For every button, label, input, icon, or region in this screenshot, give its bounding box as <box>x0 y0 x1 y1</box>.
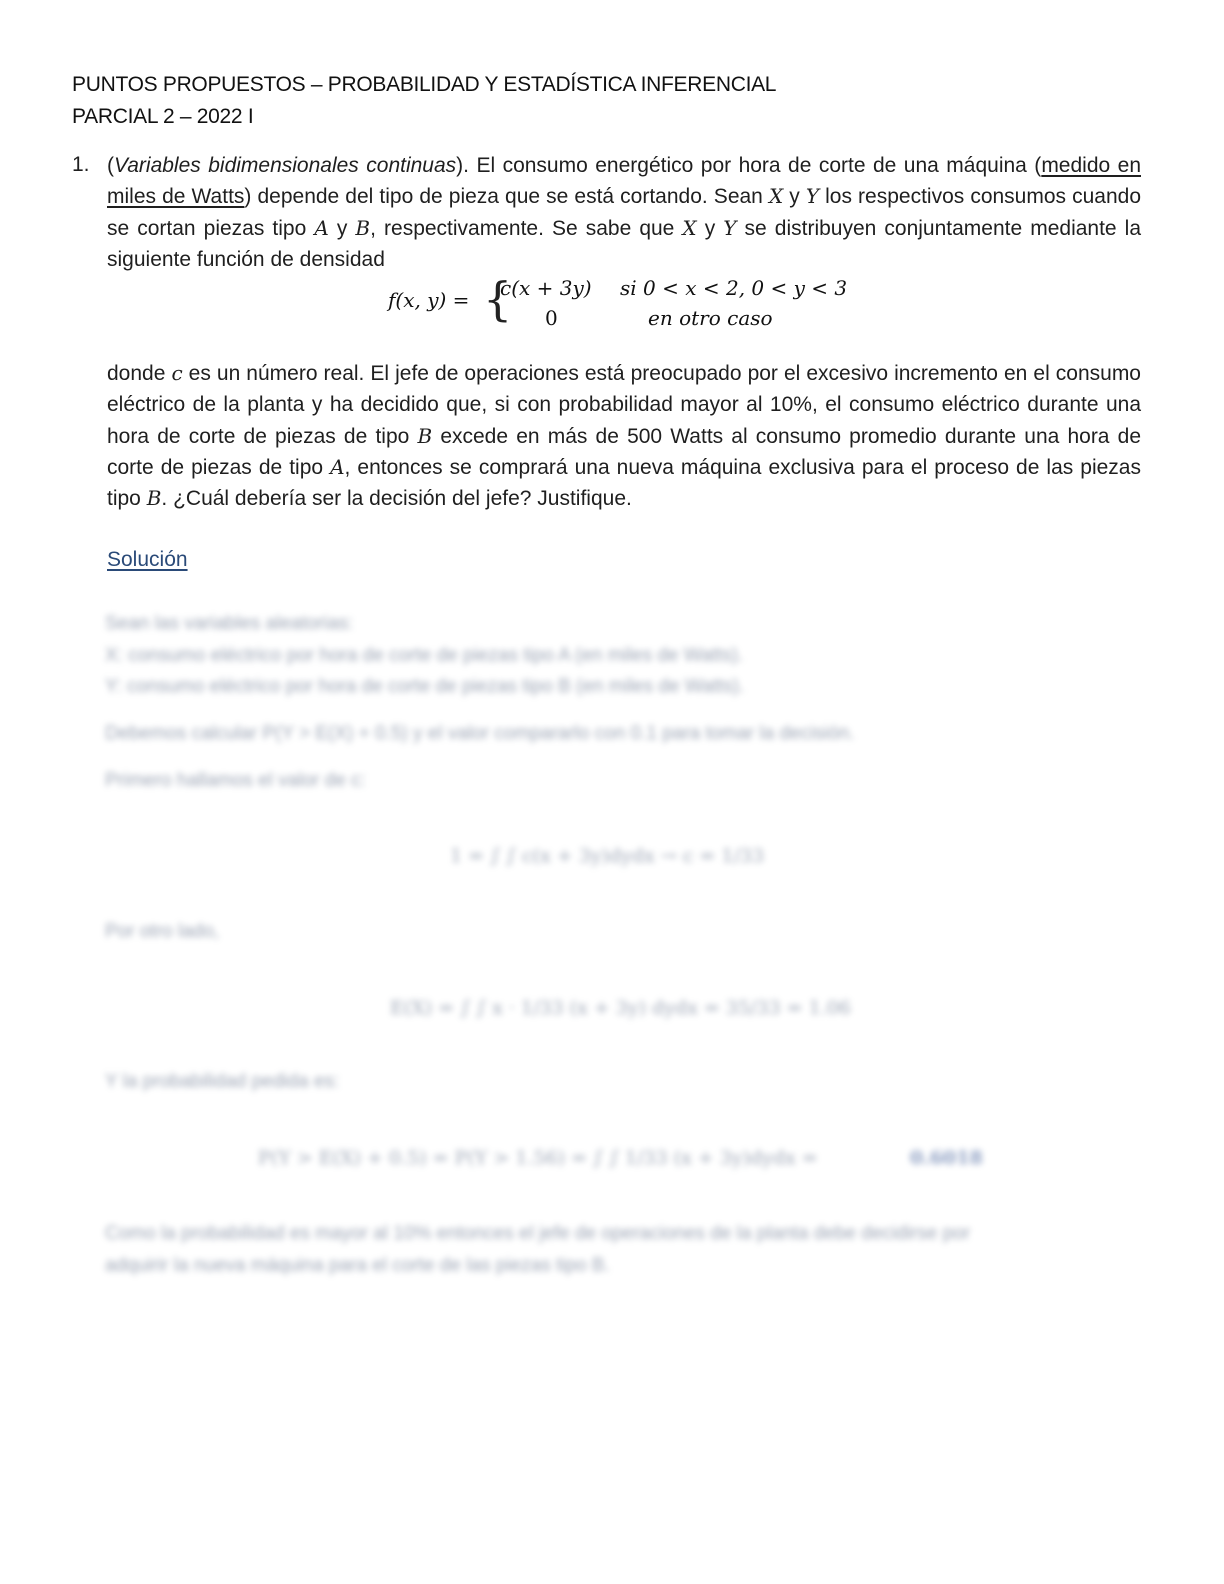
problem-statement <box>107 150 1141 275</box>
solution-line: Debemos calcular P(Y > E(X) + 0.5) y el valor compararlo con 0.1 para tomar la decisión. <box>105 723 855 744</box>
solution-line: Sean las variables aleatorias: <box>105 613 354 634</box>
solution-result: 0.6018 <box>910 1147 983 1169</box>
open-paren: ( <box>107 154 114 177</box>
solution-line: Y la probabilidad pedida es: <box>105 1071 340 1092</box>
equation-brace: { <box>483 272 513 326</box>
var-a-2: A <box>330 454 345 479</box>
problem-question <box>107 358 1141 514</box>
header-subtitle: PARCIAL 2 – 2022 I <box>72 105 254 128</box>
var-y: Y <box>805 184 820 209</box>
question-text-b: es un número real. El jefe de operaciones está preocupado por el excesivo incremento en el consumo eléctrico de la planta y ha decidido que, si con probabilidad mayor al 10%, el consumo eléctrico durante una hora de corte de piezas de tipo <box>107 362 1141 448</box>
statement-text-f: se distribuyen conjuntamente mediante la siguiente función de densidad <box>107 216 1142 271</box>
solution-equation: P(Y > E(X) + 0.5) = P(Y > 1.56) = ∫ ∫ 1/33 (x + 3y)dydx = <box>258 1147 818 1169</box>
var-x: X <box>768 184 784 209</box>
solution-heading: Solución <box>107 548 188 571</box>
var-b-2: B <box>417 423 433 448</box>
var-c: c <box>171 361 183 385</box>
problem-number: 1. <box>72 153 90 176</box>
equation-lhs: f(x, y) = <box>388 288 470 312</box>
statement-text-a: ). El consumo energético por hora de corte de una máquina ( <box>456 154 1042 177</box>
var-b-3: B <box>146 486 162 511</box>
solution-line: Y: consumo eléctrico por hora de corte de piezas tipo B (en miles de Watts). <box>105 676 745 697</box>
units-underlined: medido en miles de Watts <box>107 154 1141 209</box>
solution-line: Por otro lado, <box>105 921 220 942</box>
solution-equation: 1 = ∫ ∫ c(x + 3y)dydx → c = 1/33 <box>450 845 765 867</box>
conj-y: y <box>783 185 806 209</box>
question-text-c: excede en más de 500 Watts al consumo promedio durante una hora de corte de piezas de tipo <box>107 424 1142 479</box>
statement-text-b: ) depende del tipo de pieza que se está cortando. Sean <box>244 185 769 209</box>
var-a: A <box>314 215 329 240</box>
case1-expression: c(x + 3y) <box>500 276 592 300</box>
statement-text-c: los respectivos consumos cuando se cortan piezas tipo <box>107 185 1142 240</box>
solution-equation: E(X) = ∫ ∫ x · 1/33 (x + 3y) dydx = 35/33 = 1.06 <box>390 997 851 1019</box>
statement-text-e: , respectivamente. Se sabe que <box>370 216 683 240</box>
solution-line: adquirir la nueva máquina para el corte de las piezas tipo B. <box>105 1255 610 1276</box>
statement-text-d: y <box>328 216 356 240</box>
density-equation <box>388 272 868 336</box>
blurred-solution <box>100 605 1110 1295</box>
var-b: B <box>355 215 371 240</box>
case2-expression: 0 <box>545 306 558 330</box>
var-x-2: X <box>682 215 697 240</box>
case2-condition: en otro caso <box>648 306 773 330</box>
var-y-2: Y <box>723 215 737 240</box>
solution-line: Primero hallamos el valor de c: <box>105 770 366 791</box>
question-text-d: , entonces se comprará una nueva máquina exclusiva para el proceso de las piezas tipo <box>107 455 1141 511</box>
problem-topic: Variables bidimensionales continuas <box>114 154 457 177</box>
question-text-e: . ¿Cuál debería ser la decisión del jefe? Justifique. <box>161 487 632 511</box>
conj-y-2: y <box>696 216 724 240</box>
solution-line: X: consumo eléctrico por hora de corte de piezas tipo A (en miles de Watts). <box>105 645 744 666</box>
header-title: PUNTOS PROPUESTOS – PROBABILIDAD Y ESTADÍSTICA INFERENCIAL <box>72 73 777 96</box>
question-text-a: donde <box>107 362 172 385</box>
case1-condition: si 0 < x < 2, 0 < y < 3 <box>620 276 848 300</box>
solution-line: Como la probabilidad es mayor al 10% entonces el jefe de operaciones de la planta debe decidirse por <box>105 1223 971 1244</box>
